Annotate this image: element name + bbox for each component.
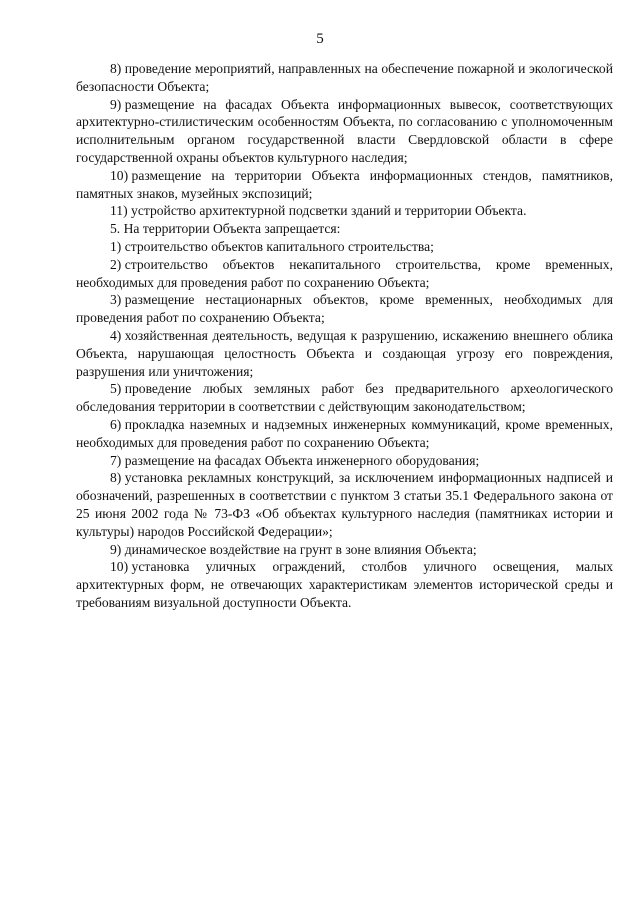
- item-text: установка рекламных конструкций, за исключением информационных надписей и обозначений, разрешенных в соответствии с пунктом 3 статьи 35.1 Федерального закона от 25 июня 2002 года № 73-ФЗ «Об объектах культурного наследия (памятниках истории и культуры) народов Российской Федерации»;: [76, 470, 613, 539]
- item-text: размещение на территории Объекта информационных стендов, памятников, памятных знаков, музейных экспозиций;: [76, 167, 613, 201]
- item-text: строительство объектов некапитального строительства, кроме временных, необходимых для проведения работ по сохранению Объекта;: [76, 256, 613, 290]
- item-number: 2): [110, 256, 122, 272]
- item-number: 10): [110, 559, 129, 575]
- list-item: [76, 558, 613, 611]
- list-item: [76, 327, 613, 380]
- item-text: хозяйственная деятельность, ведущая к разрушению, искажению внешнего облика Объекта, нарушающая целостность Объекта и создающая угрозу его повреждения, разрушения или уничтожения;: [76, 327, 613, 379]
- list-item: [76, 256, 613, 292]
- item-number: 11): [110, 203, 128, 219]
- list-item: [76, 416, 613, 452]
- item-text: прокладка наземных и надземных инженерных коммуникаций, кроме временных, необходимых для проведения работ по сохранению Объекта;: [76, 416, 613, 450]
- list-item: [76, 238, 613, 256]
- item-text: динамическое воздействие на грунт в зоне влияния Объекта;: [124, 541, 477, 557]
- item-number: 10): [110, 167, 129, 183]
- item-number: 8): [110, 470, 122, 486]
- page-number: 5: [316, 31, 324, 47]
- item-text: проведение мероприятий, направленных на обеспечение пожарной и экологической безопасности Объекта;: [76, 61, 613, 94]
- list-item: [76, 541, 613, 559]
- item-text: устройство архитектурной подсветки зданий и территории Объекта.: [131, 203, 527, 219]
- item-number: 9): [110, 96, 122, 112]
- item-number: 3): [110, 292, 122, 308]
- list-item: [76, 60, 613, 96]
- item-text: строительство объектов капитального строительства;: [124, 238, 434, 254]
- list-item: [76, 291, 613, 327]
- item-number: 4): [110, 327, 122, 343]
- section-heading: [76, 220, 613, 238]
- list-item: [76, 96, 613, 167]
- item-text: размещение нестационарных объектов, кроме временных, необходимых для проведения работ по сохранению Объекта;: [76, 292, 613, 326]
- item-text: размещение на фасадах Объекта информационных вывесок, соответствующих архитектурно-стилистическим особенностям Объекта, по согласованию с уполномоченным исполнительным органом государственной власти Свердловской области в сфере государственной охраны объектов культурного наследия;: [76, 96, 613, 165]
- list-item: [76, 167, 613, 203]
- list-item: [76, 202, 613, 220]
- list-item: [76, 469, 613, 540]
- item-number: 8): [110, 61, 122, 76]
- list-item: [76, 380, 613, 416]
- item-number: 5): [110, 381, 122, 397]
- item-number: 7): [110, 452, 122, 468]
- item-number: 6): [110, 416, 122, 432]
- section-text: На территории Объекта запрещается:: [123, 221, 341, 237]
- item-text: размещение на фасадах Объекта инженерного оборудования;: [124, 452, 480, 468]
- item-number: 9): [110, 541, 122, 557]
- section-number: 5.: [110, 221, 121, 237]
- item-text: проведение любых земляных работ без предварительного археологического обследования территории в соответствии с действующим законодательством;: [76, 381, 613, 415]
- list-item: [76, 452, 613, 470]
- document-body: [76, 60, 613, 612]
- item-number: 1): [110, 238, 122, 254]
- item-text: установка уличных ограждений, столбов уличного освещения, малых архитектурных форм, не отвечающих характеристикам элементов исторической среды и требованиям визуальной доступности Объекта.: [76, 559, 613, 610]
